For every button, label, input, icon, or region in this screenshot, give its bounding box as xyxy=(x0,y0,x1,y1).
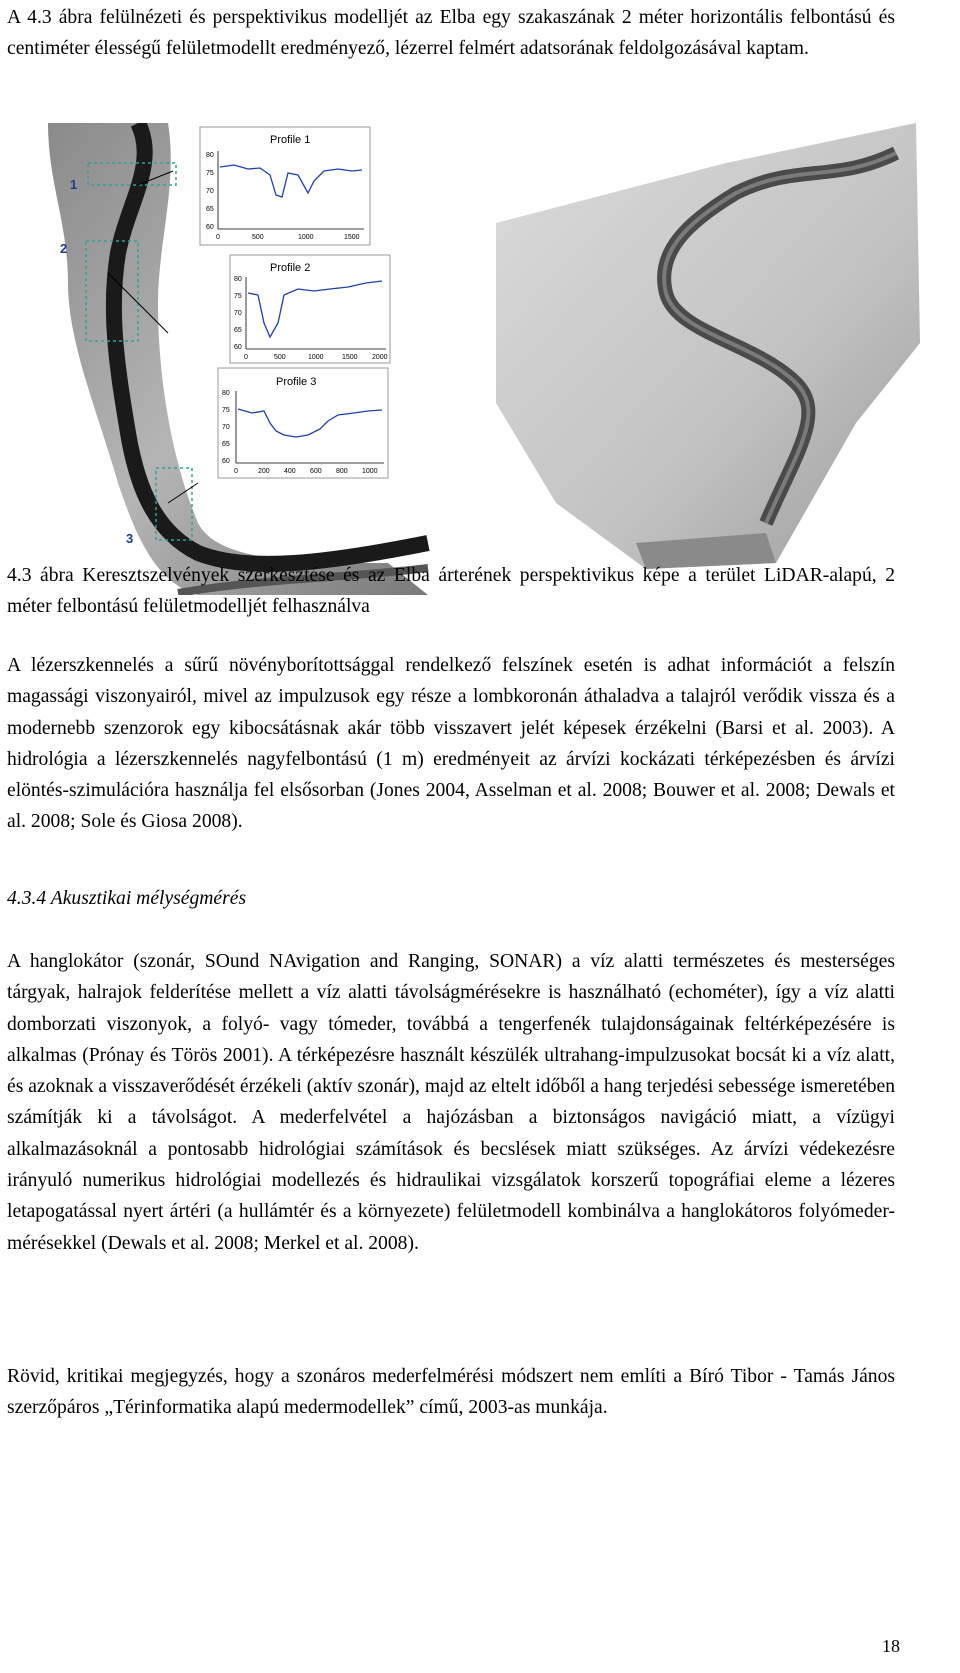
svg-text:75: 75 xyxy=(206,170,214,177)
svg-text:1500: 1500 xyxy=(342,354,358,361)
svg-text:80: 80 xyxy=(222,390,230,397)
svg-text:0: 0 xyxy=(216,234,220,241)
section-heading: 4.3.4 Akusztikai mélységmérés xyxy=(7,888,247,909)
profile-3-title: Profile 3 xyxy=(276,376,317,388)
svg-text:1000: 1000 xyxy=(362,468,378,475)
svg-text:75: 75 xyxy=(234,293,242,300)
figure-caption: 4.3 ábra Keresztszelvények szerkesztése és az Elba árterének perspektivikus képe a terület LiDAR-alapú, 2 méter felbontású felületmodelljét felhasználva xyxy=(7,565,895,617)
svg-text:1000: 1000 xyxy=(308,354,324,361)
profile-2-title: Profile 2 xyxy=(270,262,311,274)
svg-text:60: 60 xyxy=(234,344,242,351)
svg-text:1000: 1000 xyxy=(298,234,314,241)
intro-paragraph: A 4.3 ábra felülnézeti és perspektivikus modelljét az Elba egy szakaszának 2 méter horizontális felbontású és centiméter élességű felületmodellt eredményező, lézerrel felmért adatsorának feldolgozásával kaptam. xyxy=(7,7,895,60)
svg-text:65: 65 xyxy=(206,206,214,213)
section-marker-3: 3 xyxy=(126,531,134,546)
section-marker-2: 2 xyxy=(60,241,68,256)
paragraph-lidar: A lézerszkennelés a sűrű növényborítottsággal rendelkező felszínek esetén is adhat információt a felszín magassági viszonyairól, mivel az impulzusok egy része a lombkoronán áthaladva a talajról verődik vissza és a modernebb szenzorok egy kibocsátásnak akár több visszavert jelét képesek érzékelni (Barsi et al. 2003). A hidrológia a lézerszkennelés nagyfelbontású (1 m) eredményeit az árvízi kockázati térképezésben és árvízi elöntés-szimulációra használja fel elsősorban (Jones 2004, Asselman et al. 2008; Bouwer et al. 2008; Dewals et al. 2008; Sole és Giosa 2008). xyxy=(7,655,895,833)
section-marker-1: 1 xyxy=(70,177,78,192)
svg-text:80: 80 xyxy=(234,276,242,283)
svg-text:500: 500 xyxy=(252,234,264,241)
svg-text:2000: 2000 xyxy=(372,354,388,361)
svg-text:0: 0 xyxy=(234,468,238,475)
svg-text:60: 60 xyxy=(222,458,230,465)
profile-1-title: Profile 1 xyxy=(270,134,311,146)
page-number: 18 xyxy=(882,1636,900,1656)
profile-3-inset xyxy=(218,368,388,478)
svg-text:65: 65 xyxy=(222,441,230,448)
svg-text:600: 600 xyxy=(310,468,322,475)
profile-2-inset xyxy=(230,255,390,363)
svg-text:65: 65 xyxy=(234,327,242,334)
paragraph-sonar: A hanglokátor (szonár, SOund NAvigation and Ranging, SONAR) a víz alatti természetes és mesterséges tárgyak, halrajok felderítése mellett a víz alatti távolságmérésekre is használható (echométer), így a víz alatti domborzati viszonyok, a folyó- vagy tómeder, továbbá a tengerfenék tulajdonságainak feltérképezésére is alkalmas (Prónay és Törös 2001). A térképezésre használt készülék ultrahang-impulzusokat bocsát ki a víz alatt, és azoknak a visszaverődését érzékeli (aktív szonár), majd az eltelt időből a hang terjedési sebessége ismeretében számítják ki a távolságot. A mederfelvétel a hajózásban a biztonságos navigáció miatt, a vízügyi alkalmazásoknál a pontosabb hidrológiai számítások és becslések miatt szükséges. Az árvízi védekezésre irányuló numerikus hidrológiai modellezés és hidraulikai vizsgálatok korszerű topográfiai eleme a lézeres letapogatással nyert ártéri (a hullámtér és a környezete) felületmodell kombinálva a hanglokátoros folyómeder-mérésekkel (Dewals et al. 2008; Merkel et al. 2008). xyxy=(7,951,895,1254)
svg-text:75: 75 xyxy=(222,407,230,414)
svg-text:70: 70 xyxy=(222,424,230,431)
dem-perspective-figure xyxy=(496,123,920,569)
svg-text:1500: 1500 xyxy=(344,234,360,241)
svg-text:800: 800 xyxy=(336,468,348,475)
dem-top-view-figure xyxy=(8,123,456,595)
paragraph-remark: Rövid, kritikai megjegyzés, hogy a szonáros mederfelmérési módszert nem említi a Bíró Tibor - Tamás János szerzőpáros „Térinformatika alapú medermodellek” című, 2003-as munkája. xyxy=(7,1366,895,1419)
svg-text:70: 70 xyxy=(234,310,242,317)
svg-text:0: 0 xyxy=(244,354,248,361)
profile-1-inset xyxy=(200,127,370,245)
svg-text:80: 80 xyxy=(206,152,214,159)
svg-text:60: 60 xyxy=(206,224,214,231)
svg-text:500: 500 xyxy=(274,354,286,361)
svg-text:200: 200 xyxy=(258,468,270,475)
svg-text:70: 70 xyxy=(206,188,214,195)
svg-text:400: 400 xyxy=(284,468,296,475)
